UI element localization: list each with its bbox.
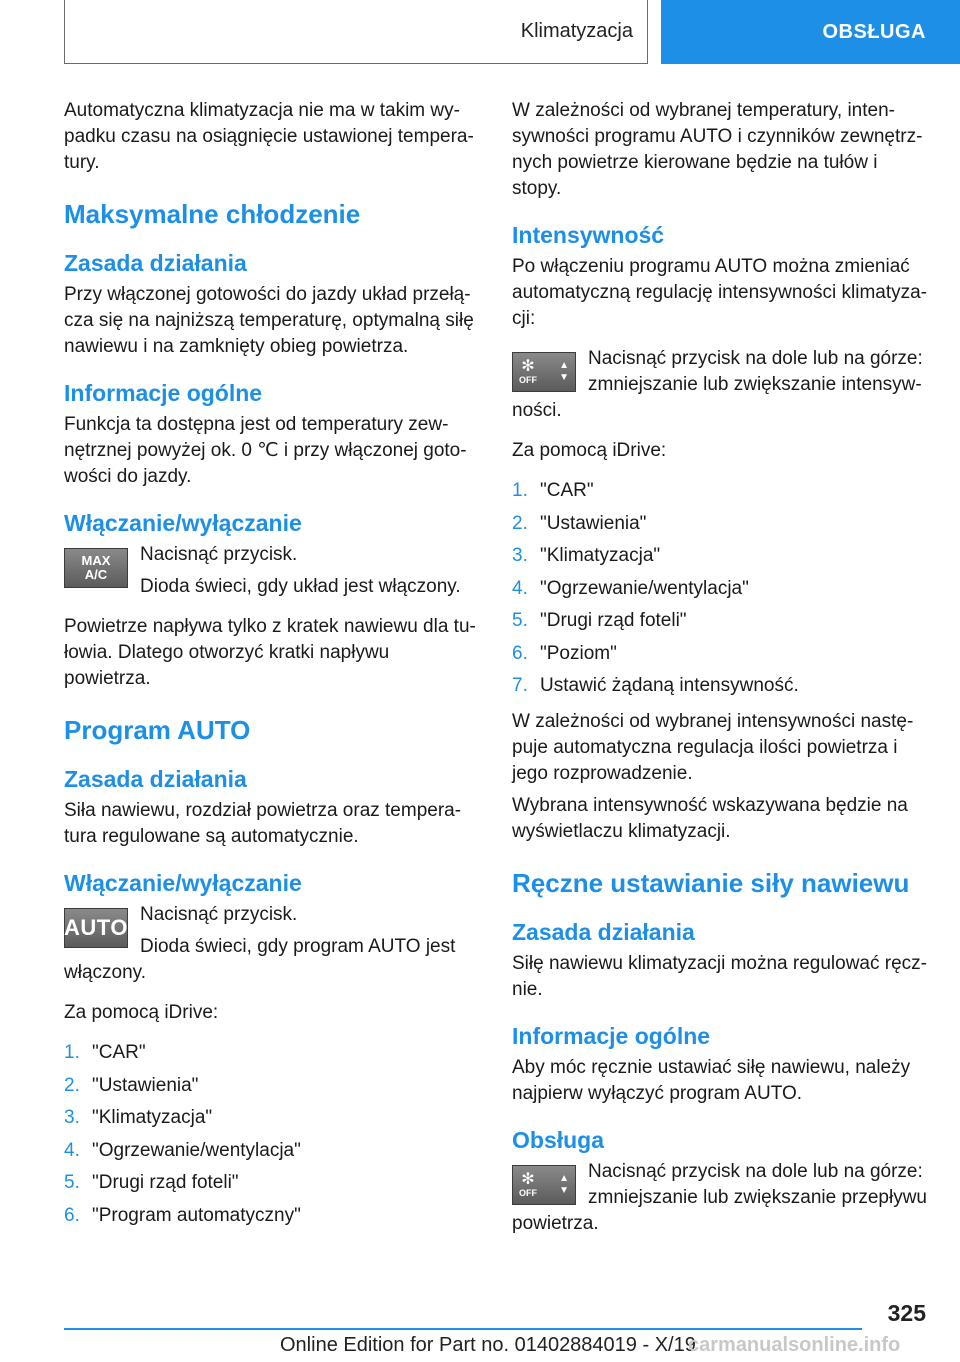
manual-fan-title: Ręczne ustawianie siły nawiewu: [512, 868, 910, 898]
fan-button-icon: ✻ OFF ▲ ▼: [512, 352, 576, 392]
list-item: 5. "Drugi rząd foteli": [64, 1172, 239, 1193]
list-item: 2. "Ustawienia": [64, 1074, 199, 1096]
auto-program-title: Program AUTO: [64, 715, 251, 745]
intensity-instruction: [512, 346, 928, 424]
intensity-text: Po włączeniu programu AUTO można zmieniać automatyczną regulację intensywności klimatyza-cji:: [512, 256, 928, 329]
list-item: 3. "Klimatyzacja": [64, 1107, 213, 1128]
max-ac-instruction: [64, 542, 480, 600]
manual-operation-title: Obsługa: [512, 1127, 605, 1153]
intensity-idrive-text: Za pomocą iDrive:: [512, 440, 667, 461]
auto-led-text: Dioda świeci, gdy program AUTO jest włączony.: [64, 936, 456, 983]
auto-steps-list: [64, 1040, 480, 1229]
arrow-down-icon: ▼: [559, 372, 569, 383]
list-item: 1. "CAR": [64, 1042, 146, 1063]
manual-principle-text: Siłę nawiewu klimatyzacji można regulować ręcz-nie.: [512, 953, 927, 1000]
right-intro-paragraph: W zależności od wybranej temperatury, inten-sywności programu AUTO i czynników zewnętrz-nych powietrze kierowane będzie na tułów i stopy.: [512, 100, 923, 199]
left-column: [64, 98, 480, 1239]
list-item: 5. "Drugi rząd foteli": [512, 610, 687, 631]
max-cooling-general-title: Informacje ogólne: [64, 380, 263, 406]
page-number: 325: [887, 1300, 926, 1326]
max-cooling-onoff-title: Włączanie/wyłączanie: [64, 510, 302, 536]
watermark-text: carmanualsonline.info: [688, 1334, 901, 1356]
auto-onoff-title: Włączanie/wyłączanie: [64, 870, 302, 896]
list-item: 4. "Ogrzewanie/wentylacja": [512, 577, 749, 599]
list-item: 2. "Ustawienia": [512, 512, 647, 534]
intensity-after-text-2: Wybrana intensywność wskazywana będzie na wyświetlaczu klimatyzacji.: [512, 795, 908, 842]
manual-general-title: Informacje ogólne: [512, 1023, 711, 1049]
edition-text: Online Edition for Part no. 01402884019 - X/19: [280, 1334, 696, 1356]
fan-icon: ✻: [521, 1170, 535, 1188]
auto-instruction: [64, 902, 480, 986]
footer-divider: [64, 1328, 862, 1330]
intensity-after-text-1: W zależności od wybranej intensywności nastę-puje automatyczna regulacja ilości powietrza i jego rozprowadzenie.: [512, 711, 914, 784]
fan-button-icon: ✻ OFF ▲ ▼: [512, 1165, 576, 1205]
max-ac-led-text: Dioda świeci, gdy układ jest włączony.: [140, 576, 461, 597]
max-cooling-principle-title: Zasada działania: [64, 250, 247, 276]
max-cooling-airflow-text: Powietrze napływa tylko z kratek nawiewu dla tu-łowia. Dlatego otworzyć kratki napływu powietrza.: [64, 616, 476, 689]
intensity-press-text: Nacisnąć przycisk na dole lub na górze: zmniejszanie lub zwiększanie intensyw-ności.: [512, 348, 923, 421]
list-item: 6. "Poziom": [512, 642, 617, 664]
list-item: 7. Ustawić żądaną intensywność.: [512, 675, 799, 696]
max-cooling-general-text: Funkcja ta dostępna jest od temperatury zew-nętrznej powyżej ok. 0 ℃ i przy włączonej goto-wości do jazdy.: [64, 414, 467, 487]
arrow-down-icon: ▼: [559, 1185, 569, 1196]
intensity-steps-list: [512, 478, 928, 699]
header-section-title: Klimatyzacja: [64, 0, 648, 64]
auto-press-text: Nacisnąć przycisk.: [140, 904, 298, 925]
auto-principle-text: Siła nawiewu, rozdział powietrza oraz tempera-tura regulowane są automatycznie.: [64, 800, 462, 847]
list-item: 6. "Program automatyczny": [64, 1204, 301, 1226]
list-item: 3. "Klimatyzacja": [512, 545, 661, 566]
header-chapter-tab[interactable]: OBSŁUGA: [661, 0, 960, 64]
max-ac-press-text: Nacisnąć przycisk.: [140, 544, 298, 565]
manual-instruction: [512, 1159, 928, 1237]
list-item: 1. "CAR": [512, 480, 594, 501]
auto-idrive-text: Za pomocą iDrive:: [64, 1002, 219, 1023]
right-column: [512, 98, 928, 1251]
auto-principle-title: Zasada działania: [64, 766, 247, 792]
arrow-up-icon: ▲: [559, 1173, 569, 1184]
manual-general-text: Aby móc ręcznie ustawiać siłę nawiewu, należy najpierw wyłączyć program AUTO.: [512, 1057, 911, 1104]
list-item: 4. "Ogrzewanie/wentylacja": [64, 1139, 301, 1161]
auto-button-icon: AUTO: [64, 908, 128, 948]
fan-icon: ✻: [521, 357, 535, 375]
arrow-up-icon: ▲: [559, 360, 569, 371]
max-ac-button-icon: MAX A/C: [64, 548, 128, 588]
max-cooling-principle-text: Przy włączonej gotowości do jazdy układ przełą-cza się na najniższą temperaturę, optymalną siłę nawiewu i na zamknięty obieg powietrza.: [64, 284, 474, 357]
max-cooling-title: Maksymalne chłodzenie: [64, 199, 361, 229]
manual-press-text: Nacisnąć przycisk na dole lub na górze: zmniejszanie lub zwiększanie przepływu powietrza.: [512, 1161, 927, 1234]
intro-paragraph: Automatyczna klimatyzacja nie ma w takim wy-padku czasu na osiągnięcie ustawionej tempera-tury.: [64, 100, 474, 173]
intensity-title: Intensywność: [512, 222, 665, 248]
manual-principle-title: Zasada działania: [512, 919, 695, 945]
